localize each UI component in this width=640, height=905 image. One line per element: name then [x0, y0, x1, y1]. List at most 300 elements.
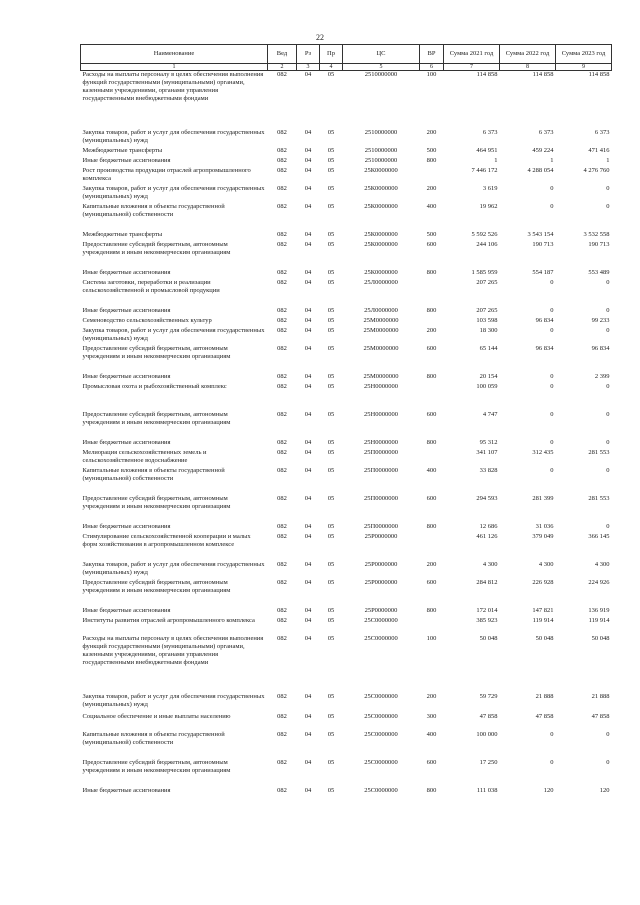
- row-rz-cell: 04: [304, 578, 312, 586]
- row-cs-cell: 25К0000000: [364, 166, 398, 174]
- row-ved-cell: 082: [277, 448, 287, 456]
- row-name-cell: Расходы на выплаты персоналу в целях обеспечения выполнения функций государственными (муниципальными) органами, казенными учреждениями, органами управления государственными внебюджетными фондами: [82, 71, 264, 102]
- row-sum-2022-cell: 4 288 054: [527, 166, 554, 174]
- row-vr-cell: [420, 449, 444, 467]
- row-rz-cell: 04: [304, 316, 312, 324]
- row-cs-cell: 25Н0000000: [364, 382, 398, 390]
- col-header-rz: Рз: [297, 45, 320, 64]
- col-index: 2: [268, 64, 297, 71]
- row-cs-cell: 25Р0000000: [364, 578, 398, 586]
- row-sum-2022-cell: 114 858: [532, 71, 554, 78]
- row-name-cell: Капитальные вложения в объекты государственной (муниципальной) собственности: [82, 466, 225, 482]
- row-sum-2022-cell: 31 036: [535, 522, 554, 530]
- row-sum-2021-cell: 65 144: [479, 344, 498, 352]
- row-ved-cell: 082: [277, 306, 287, 314]
- row-name-cell: Предоставление субсидий бюджетным, автономным учреждениям и иным некоммерческим организациям: [82, 758, 231, 774]
- row-sum-2021-cell: 111 038: [476, 786, 498, 794]
- col-header-sum-2022: Сумма 2022 год: [500, 45, 556, 64]
- row-pr-cell: 05: [327, 532, 335, 540]
- row-sum-2023-cell: 114 858: [588, 71, 610, 78]
- row-cs-cell: 25С0000000: [364, 692, 398, 700]
- row-cs-cell: 25М0000000: [363, 316, 399, 324]
- row-ved-cell: 082: [277, 494, 287, 502]
- row-name-cell: Расходы на выплаты персоналу в целях обеспечения выполнения функций государственными (муниципальными) органами, казенными учреждениями, органами управления государственными внебюджетными фондами: [82, 634, 264, 666]
- row-ved-cell: 082: [277, 278, 287, 286]
- row-rz-cell: 04: [304, 344, 312, 352]
- table-row: [81, 561, 612, 579]
- table-row: [81, 203, 612, 231]
- row-sum-2021-cell: 114 858: [476, 71, 498, 78]
- row-sum-2021-cell: 18 300: [479, 326, 498, 334]
- table-row: [81, 185, 612, 203]
- row-sum-2023-cell: 0: [606, 758, 610, 766]
- row-name-cell: Капитальные вложения в объекты государственной (муниципальной) собственности: [82, 730, 225, 746]
- row-vr-cell: 800: [426, 522, 437, 530]
- row-cs-cell: 25С0000000: [364, 634, 398, 642]
- row-pr-cell: 05: [327, 410, 335, 418]
- row-name-cell: Рост производства продукции отраслей агропромышленного комплекса: [82, 166, 251, 182]
- table-row: [81, 635, 612, 693]
- row-rz-cell: 04: [304, 438, 312, 446]
- table-row: [81, 279, 612, 307]
- row-sum-2021-cell: 20 154: [479, 372, 498, 380]
- row-rz-cell: 04: [304, 146, 312, 154]
- row-pr-cell: 05: [327, 240, 335, 248]
- row-name-cell: Иные бюджетные ассигнования: [82, 372, 171, 380]
- row-pr-cell: 05: [327, 758, 335, 766]
- row-cs-cell: 25К0000000: [364, 240, 398, 248]
- row-ved-cell: 082: [277, 146, 287, 154]
- row-sum-2022-cell: 4 300: [538, 560, 554, 568]
- row-pr-cell: 05: [327, 786, 335, 794]
- row-name-cell: Иные бюджетные ассигнования: [82, 522, 171, 530]
- row-sum-2023-cell: 0: [606, 326, 610, 334]
- row-pr-cell: 05: [327, 606, 335, 614]
- row-pr-cell: 05: [327, 578, 335, 586]
- row-rz-cell: 04: [304, 372, 312, 380]
- row-sum-2021-cell: 103 598: [476, 316, 498, 324]
- row-rz-cell: 04: [304, 730, 312, 738]
- row-pr-cell: 05: [327, 448, 335, 456]
- col-header-sum-2023: Сумма 2023 год: [556, 45, 612, 64]
- budget-table-container: [80, 44, 611, 797]
- row-sum-2022-cell: 120: [543, 786, 554, 794]
- row-sum-2022-cell: 6 373: [538, 128, 554, 136]
- row-vr-cell: 200: [426, 184, 437, 192]
- row-sum-2021-cell: 464 951: [476, 146, 498, 154]
- row-sum-2023-cell: 120: [599, 786, 610, 794]
- row-sum-2022-cell: 0: [550, 382, 554, 390]
- table-row: [81, 467, 612, 495]
- row-sum-2023-cell: 2 399: [594, 372, 610, 380]
- row-pr-cell: 05: [327, 692, 335, 700]
- row-sum-2021-cell: 100 000: [476, 730, 498, 738]
- row-sum-2022-cell: 0: [550, 278, 554, 286]
- row-pr-cell: 05: [327, 616, 335, 624]
- row-ved-cell: 082: [277, 128, 287, 136]
- row-sum-2022-cell: 0: [550, 466, 554, 474]
- row-rz-cell: 04: [304, 382, 312, 390]
- row-rz-cell: 04: [304, 326, 312, 334]
- table-row: [81, 129, 612, 147]
- row-name-cell: Закупка товаров, работ и услуг для обеспечения государственных (муниципальных) нужд: [82, 692, 265, 708]
- row-name-cell: Семеноводство сельскохозяйственных культур: [82, 316, 212, 324]
- row-pr-cell: 05: [327, 522, 335, 530]
- row-cs-cell: 25Р0000000: [364, 606, 398, 614]
- page-number: 22: [316, 33, 324, 42]
- row-cs-cell: 25К0000000: [364, 268, 398, 276]
- row-sum-2022-cell: 0: [550, 372, 554, 380]
- table-row: [81, 439, 612, 449]
- row-pr-cell: 05: [327, 306, 335, 314]
- row-sum-2021-cell: 4 300: [482, 560, 498, 568]
- row-sum-2023-cell: 3 532 558: [583, 230, 610, 238]
- row-sum-2023-cell: 0: [606, 410, 610, 418]
- row-vr-cell: 200: [426, 326, 437, 334]
- row-pr-cell: 05: [327, 268, 335, 276]
- row-name-cell: Предоставление субсидий бюджетным, автономным учреждениям и иным некоммерческим организациям: [82, 494, 231, 510]
- row-sum-2023-cell: 0: [606, 184, 610, 192]
- row-pr-cell: 05: [327, 382, 335, 390]
- row-sum-2021-cell: 47 858: [479, 712, 498, 720]
- row-sum-2022-cell: 3 543 154: [527, 230, 554, 238]
- row-ved-cell: 082: [277, 344, 287, 352]
- row-vr-cell: 800: [426, 156, 437, 164]
- row-sum-2021-cell: 207 265: [476, 278, 498, 286]
- row-rz-cell: 04: [304, 634, 312, 642]
- row-sum-2022-cell: 96 834: [535, 316, 554, 324]
- row-name-cell: Межбюджетные трансферты: [82, 146, 163, 154]
- table-row: [81, 345, 612, 373]
- row-vr-cell: 500: [426, 146, 437, 154]
- row-rz-cell: 04: [304, 522, 312, 530]
- row-vr-cell: 600: [426, 494, 437, 502]
- row-cs-cell: 25Л0000000: [364, 278, 398, 286]
- table-row: [81, 167, 612, 185]
- table-row: [81, 731, 612, 759]
- row-sum-2023-cell: 0: [606, 438, 610, 446]
- row-name-cell: Промысловая охота и рыбохозяйственный комплекс: [82, 382, 227, 390]
- row-vr-cell: [420, 383, 444, 411]
- row-cs-cell: 25К0000000: [364, 230, 398, 238]
- row-sum-2023-cell: 0: [606, 382, 610, 390]
- row-pr-cell: 05: [327, 326, 335, 334]
- row-vr-cell: 400: [426, 466, 437, 474]
- table-row: [81, 713, 612, 731]
- row-rz-cell: 04: [304, 712, 312, 720]
- row-sum-2021-cell: 1: [494, 156, 498, 164]
- row-pr-cell: 05: [327, 712, 335, 720]
- row-sum-2023-cell: 0: [606, 202, 610, 210]
- row-vr-cell: 800: [426, 606, 437, 614]
- row-sum-2023-cell: 281 553: [588, 494, 610, 502]
- row-vr-cell: 800: [426, 786, 437, 794]
- col-index: 3: [297, 64, 320, 71]
- col-index: 6: [420, 64, 444, 71]
- row-pr-cell: 05: [327, 438, 335, 446]
- row-cs-cell: 25Н0000000: [364, 410, 398, 418]
- row-name-cell: Стимулирование сельскохозяйственной кооперации и малых форм хозяйствования в агропромышленном комплексе: [82, 532, 251, 548]
- row-sum-2022-cell: 226 928: [532, 578, 554, 586]
- row-sum-2023-cell: 0: [606, 278, 610, 286]
- row-sum-2023-cell: 6 373: [594, 128, 610, 136]
- row-ved-cell: 082: [277, 382, 287, 390]
- row-sum-2022-cell: 554 187: [532, 268, 554, 276]
- row-cs-cell: 2510000000: [364, 71, 398, 78]
- row-vr-cell: [420, 617, 444, 635]
- row-sum-2022-cell: 459 224: [532, 146, 554, 154]
- row-vr-cell: 800: [426, 306, 437, 314]
- row-vr-cell: [420, 533, 444, 561]
- row-ved-cell: 082: [277, 326, 287, 334]
- table-row: [81, 157, 612, 167]
- row-rz-cell: 04: [304, 494, 312, 502]
- row-sum-2022-cell: 119 914: [532, 616, 554, 624]
- table-row: [81, 231, 612, 241]
- row-sum-2022-cell: 281 399: [532, 494, 554, 502]
- row-sum-2021-cell: 461 126: [476, 532, 498, 540]
- row-sum-2023-cell: 47 858: [591, 712, 610, 720]
- row-name-cell: Предоставление субсидий бюджетным, автономным учреждениям и иным некоммерческим организациям: [82, 578, 231, 594]
- row-cs-cell: 25М0000000: [363, 326, 399, 334]
- table-row: [81, 147, 612, 157]
- table-row: [81, 307, 612, 317]
- row-sum-2022-cell: 21 888: [535, 692, 554, 700]
- row-name-cell: Закупка товаров, работ и услуг для обеспечения государственных (муниципальных) нужд: [82, 326, 265, 342]
- row-ved-cell: 082: [277, 578, 287, 586]
- row-vr-cell: 300: [426, 712, 437, 720]
- row-cs-cell: 25К0000000: [364, 202, 398, 210]
- budget-table: [80, 44, 612, 797]
- row-sum-2022-cell: 0: [550, 438, 554, 446]
- row-pr-cell: 05: [327, 202, 335, 210]
- row-sum-2022-cell: 47 858: [535, 712, 554, 720]
- row-vr-cell: 200: [426, 692, 437, 700]
- row-vr-cell: 400: [426, 202, 437, 210]
- col-index: 8: [500, 64, 556, 71]
- table-row: [81, 759, 612, 787]
- row-cs-cell: 25П0000000: [364, 448, 398, 456]
- row-sum-2021-cell: 95 312: [479, 438, 498, 446]
- row-rz-cell: 04: [304, 692, 312, 700]
- row-cs-cell: 25П0000000: [364, 494, 398, 502]
- row-vr-cell: [420, 317, 444, 327]
- row-vr-cell: 600: [426, 578, 437, 586]
- row-sum-2021-cell: 207 265: [476, 306, 498, 314]
- row-sum-2021-cell: 284 812: [476, 578, 498, 586]
- row-name-cell: Социальное обеспечение и иные выплаты населению: [82, 712, 231, 720]
- row-sum-2022-cell: 0: [550, 410, 554, 418]
- row-cs-cell: 25Л0000000: [364, 306, 398, 314]
- row-pr-cell: 05: [327, 466, 335, 474]
- row-ved-cell: 082: [277, 240, 287, 248]
- row-rz-cell: 04: [304, 184, 312, 192]
- row-cs-cell: 25Р0000000: [364, 560, 398, 568]
- row-name-cell: Иные бюджетные ассигнования: [82, 306, 171, 314]
- row-sum-2023-cell: 50 048: [591, 634, 610, 642]
- row-sum-2022-cell: 379 049: [532, 532, 554, 540]
- col-index: 1: [81, 64, 268, 71]
- row-sum-2022-cell: 1: [550, 156, 554, 164]
- row-pr-cell: 05: [327, 344, 335, 352]
- row-vr-cell: 800: [426, 268, 437, 276]
- row-vr-cell: 800: [426, 438, 437, 446]
- row-pr-cell: 05: [327, 730, 335, 738]
- row-rz-cell: 04: [304, 786, 312, 794]
- table-row: [81, 693, 612, 713]
- row-ved-cell: 082: [277, 786, 287, 794]
- table-body: [81, 71, 612, 797]
- row-cs-cell: 25С0000000: [364, 616, 398, 624]
- row-rz-cell: 04: [304, 166, 312, 174]
- row-rz-cell: 04: [304, 306, 312, 314]
- row-sum-2021-cell: 3 619: [482, 184, 498, 192]
- row-vr-cell: 600: [426, 344, 437, 352]
- row-pr-cell: 05: [327, 634, 335, 642]
- row-vr-cell: 800: [426, 372, 437, 380]
- row-cs-cell: 25Н0000000: [364, 438, 398, 446]
- row-pr-cell: 05: [327, 156, 335, 164]
- row-name-cell: Иные бюджетные ассигнования: [82, 438, 171, 446]
- header-row: [81, 45, 612, 64]
- row-sum-2023-cell: 0: [606, 522, 610, 530]
- table-row: [81, 495, 612, 523]
- col-header-ved: Вед: [268, 45, 297, 64]
- table-row: [81, 383, 612, 411]
- row-cs-cell: 25К0000000: [364, 184, 398, 192]
- row-vr-cell: [420, 167, 444, 185]
- row-sum-2023-cell: 136 919: [588, 606, 610, 614]
- row-sum-2021-cell: 244 106: [476, 240, 498, 248]
- table-row: [81, 71, 612, 129]
- row-sum-2023-cell: 0: [606, 466, 610, 474]
- row-sum-2022-cell: 0: [550, 758, 554, 766]
- row-ved-cell: 082: [277, 522, 287, 530]
- row-sum-2021-cell: 6 373: [482, 128, 498, 136]
- row-vr-cell: 400: [426, 730, 437, 738]
- row-sum-2021-cell: 341 107: [476, 448, 498, 456]
- row-sum-2021-cell: 4 747: [482, 410, 498, 418]
- row-sum-2022-cell: 0: [550, 730, 554, 738]
- row-pr-cell: 05: [327, 166, 335, 174]
- row-sum-2022-cell: 0: [550, 202, 554, 210]
- row-sum-2021-cell: 59 729: [479, 692, 498, 700]
- row-cs-cell: 25С0000000: [364, 786, 398, 794]
- row-rz-cell: 04: [304, 268, 312, 276]
- row-cs-cell: 25М0000000: [363, 372, 399, 380]
- row-sum-2023-cell: 553 489: [588, 268, 610, 276]
- row-name-cell: Иные бюджетные ассигнования: [82, 786, 171, 794]
- row-name-cell: Межбюджетные трансферты: [82, 230, 163, 238]
- row-vr-cell: [420, 279, 444, 307]
- row-pr-cell: 05: [327, 128, 335, 136]
- row-sum-2023-cell: 190 713: [588, 240, 610, 248]
- col-index: 5: [343, 64, 420, 71]
- row-sum-2021-cell: 1 585 959: [471, 268, 498, 276]
- row-name-cell: Мелиорация сельскохозяйственных земель и сельскохозяйственное водоснабжение: [82, 448, 207, 464]
- row-name-cell: Иные бюджетные ассигнования: [82, 268, 171, 276]
- row-ved-cell: 082: [277, 606, 287, 614]
- row-sum-2023-cell: 119 914: [588, 616, 610, 624]
- col-index: 4: [320, 64, 343, 71]
- row-name-cell: Иные бюджетные ассигнования: [82, 606, 171, 614]
- col-index: 7: [444, 64, 500, 71]
- row-ved-cell: 082: [277, 692, 287, 700]
- row-rz-cell: 04: [304, 532, 312, 540]
- row-sum-2023-cell: 1: [606, 156, 610, 164]
- table-row: [81, 533, 612, 561]
- row-name-cell: Предоставление субсидий бюджетным, автономным учреждениям и иным некоммерческим организациям: [82, 240, 231, 256]
- row-pr-cell: 05: [327, 278, 335, 286]
- row-name-cell: Капитальные вложения в объекты государственной (муниципальной) собственности: [82, 202, 225, 218]
- row-ved-cell: 082: [277, 316, 287, 324]
- row-ved-cell: 082: [277, 230, 287, 238]
- row-pr-cell: 05: [327, 71, 335, 78]
- row-rz-cell: 04: [304, 278, 312, 286]
- col-header-sum-2021: Сумма 2021 год: [444, 45, 500, 64]
- row-rz-cell: 04: [304, 466, 312, 474]
- table-row: [81, 317, 612, 327]
- row-vr-cell: 200: [426, 128, 437, 136]
- row-name-cell: Предоставление субсидий бюджетным, автономным учреждениям и иным некоммерческим организациям: [82, 344, 231, 360]
- row-sum-2023-cell: 281 553: [588, 448, 610, 456]
- row-rz-cell: 04: [304, 202, 312, 210]
- row-sum-2023-cell: 471 416: [588, 146, 610, 154]
- table-row: [81, 449, 612, 467]
- table-row: [81, 523, 612, 533]
- row-sum-2023-cell: 366 145: [588, 532, 610, 540]
- header-index-row: [81, 64, 612, 71]
- row-ved-cell: 082: [277, 410, 287, 418]
- row-ved-cell: 082: [277, 438, 287, 446]
- table-row: [81, 269, 612, 279]
- row-ved-cell: 082: [277, 758, 287, 766]
- row-sum-2023-cell: 99 233: [591, 316, 610, 324]
- col-header-cs: ЦС: [343, 45, 420, 64]
- row-pr-cell: 05: [327, 494, 335, 502]
- row-ved-cell: 082: [277, 532, 287, 540]
- row-vr-cell: 600: [426, 240, 437, 248]
- row-name-cell: Закупка товаров, работ и услуг для обеспечения государственных (муниципальных) нужд: [82, 184, 265, 200]
- row-rz-cell: 04: [304, 560, 312, 568]
- row-ved-cell: 082: [277, 156, 287, 164]
- row-cs-cell: 2510000000: [364, 156, 398, 164]
- table-row: [81, 373, 612, 383]
- row-sum-2021-cell: 12 686: [479, 522, 498, 530]
- row-pr-cell: 05: [327, 230, 335, 238]
- row-rz-cell: 04: [304, 758, 312, 766]
- row-vr-cell: 200: [426, 560, 437, 568]
- row-cs-cell: 25М0000000: [363, 344, 399, 352]
- table-row: [81, 241, 612, 269]
- row-name-cell: Закупка товаров, работ и услуг для обеспечения государственных (муниципальных) нужд: [82, 560, 265, 576]
- row-sum-2023-cell: 0: [606, 730, 610, 738]
- row-sum-2021-cell: 7 446 172: [471, 166, 498, 174]
- row-sum-2022-cell: 312 435: [532, 448, 554, 456]
- row-cs-cell: 25П0000000: [364, 522, 398, 530]
- row-sum-2022-cell: 96 834: [535, 344, 554, 352]
- row-rz-cell: 04: [304, 448, 312, 456]
- row-sum-2022-cell: 147 821: [532, 606, 554, 614]
- row-vr-cell: 100: [426, 71, 437, 78]
- table-row: [81, 579, 612, 607]
- row-rz-cell: 04: [304, 230, 312, 238]
- row-name-cell: Закупка товаров, работ и услуг для обеспечения государственных (муниципальных) нужд: [82, 128, 265, 144]
- table-row: [81, 411, 612, 439]
- row-sum-2021-cell: 5 592 526: [471, 230, 498, 238]
- col-header-name: Наименование: [81, 45, 268, 64]
- row-ved-cell: 082: [277, 616, 287, 624]
